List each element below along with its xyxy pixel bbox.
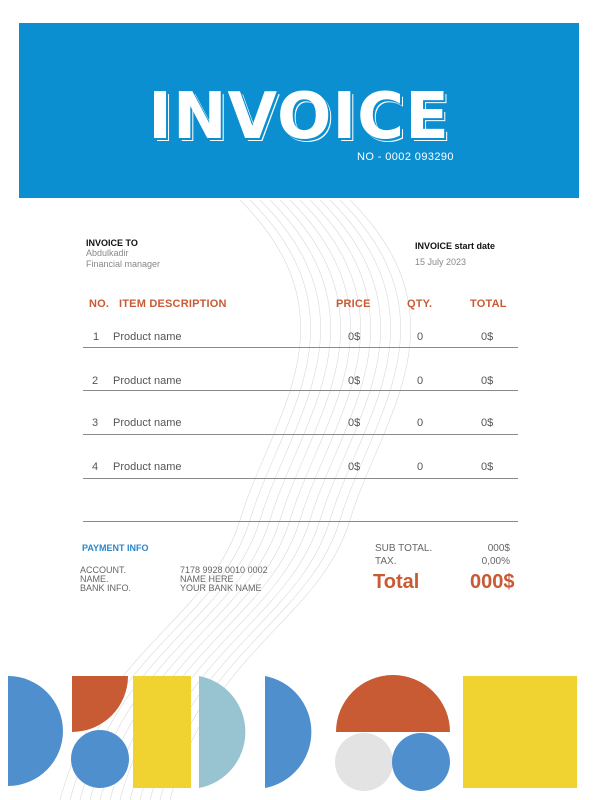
invoice-title: INVOICE <box>148 80 450 154</box>
yellow-rect-shape <box>133 676 191 788</box>
blue-half-circle-shape-2 <box>265 676 311 788</box>
payment-values <box>180 566 268 593</box>
column-header-description: ITEM DESCRIPTION <box>119 298 227 310</box>
column-header-price: PRICE <box>336 298 371 310</box>
row-total: 0$ <box>481 375 494 387</box>
bill-to-role: Financial manager <box>86 259 161 269</box>
orange-dome-shape <box>336 675 450 732</box>
row-qty: 0 <box>417 461 424 473</box>
row-total: 0$ <box>481 331 494 343</box>
row-price: 0$ <box>348 331 361 343</box>
grand-total-label: Total <box>373 571 420 593</box>
bill-to-block <box>86 238 160 270</box>
blue-circle-shape-2 <box>392 733 450 791</box>
tax-value: 0,00% <box>481 556 510 567</box>
start-date-block <box>415 241 495 268</box>
column-header-no: NO. <box>89 298 110 310</box>
subtotal-value: 000$ <box>487 543 510 554</box>
table-bottom-divider <box>83 521 518 522</box>
account-value: 7178 9928 0010 0002 <box>180 565 268 575</box>
payment-info-title: PAYMENT INFO <box>82 543 149 553</box>
row-total: 0$ <box>481 417 494 429</box>
bank-value: YOUR BANK NAME <box>180 583 262 593</box>
row-description: Product name <box>113 375 182 387</box>
start-date-value: 15 July 2023 <box>415 257 467 267</box>
row-price: 0$ <box>348 461 361 473</box>
invoice-header <box>19 23 579 198</box>
row-divider <box>83 390 518 391</box>
blue-half-circle-shape <box>8 676 63 786</box>
orange-quarter-shape <box>72 676 128 732</box>
row-price: 0$ <box>348 375 361 387</box>
account-label: ACCOUNT. <box>80 565 127 575</box>
subtotal-label: SUB TOTAL. <box>375 543 433 554</box>
row-divider <box>83 478 518 479</box>
payment-labels <box>80 566 131 593</box>
grey-circle-shape <box>335 733 393 791</box>
row-divider <box>83 347 518 348</box>
decorative-shapes <box>0 672 600 800</box>
row-number: 1 <box>93 331 100 343</box>
row-divider <box>83 434 518 435</box>
invoice-number: NO - 0002 093290 <box>357 151 454 163</box>
row-qty: 0 <box>417 331 424 343</box>
row-description: Product name <box>113 331 182 343</box>
column-header-qty: QTY. <box>407 298 433 310</box>
bill-to-label: INVOICE TO <box>86 238 138 248</box>
row-description: Product name <box>113 461 182 473</box>
row-total: 0$ <box>481 461 494 473</box>
row-number: 4 <box>92 461 99 473</box>
row-description: Product name <box>113 417 182 429</box>
yellow-square-shape <box>463 676 577 788</box>
row-number: 2 <box>92 375 99 387</box>
row-price: 0$ <box>348 417 361 429</box>
row-qty: 0 <box>417 417 424 429</box>
row-number: 3 <box>92 417 99 429</box>
column-header-total: TOTAL <box>470 298 507 310</box>
row-qty: 0 <box>417 375 424 387</box>
bank-label: BANK INFO. <box>80 583 132 593</box>
name-value: NAME HERE <box>180 574 234 584</box>
tax-label: TAX. <box>375 556 397 567</box>
blue-circle-shape <box>71 730 129 788</box>
light-blue-half-circle-shape <box>199 676 245 788</box>
grand-total-value: 000$ <box>470 571 515 593</box>
start-date-label: INVOICE start date <box>415 241 496 251</box>
bill-to-name: Abdulkadir <box>86 248 129 258</box>
name-label: NAME. <box>80 574 109 584</box>
